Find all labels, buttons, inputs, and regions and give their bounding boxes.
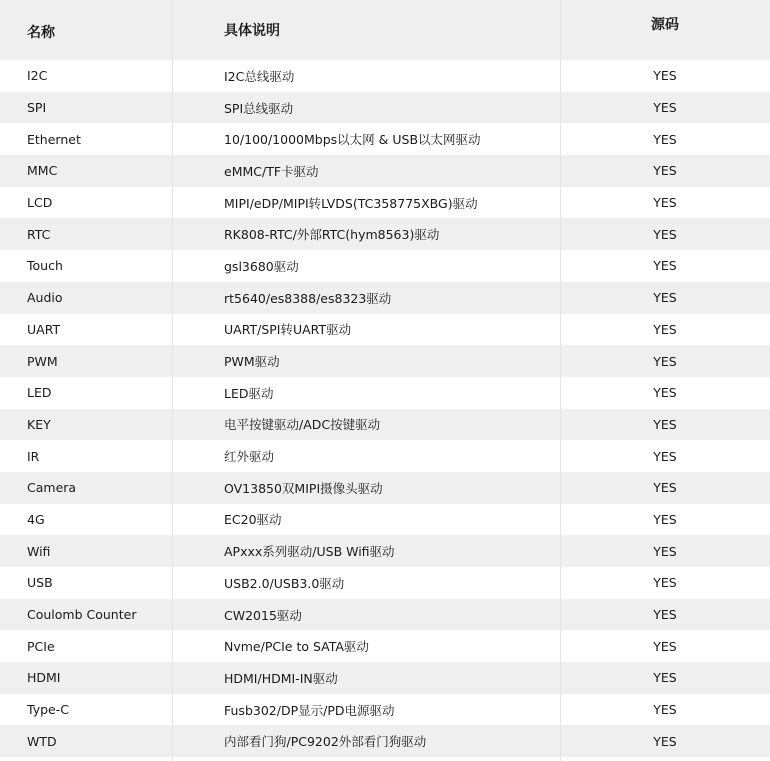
- cell-description: rt5640/es8388/es8323驱动: [224, 290, 392, 306]
- cell-source: YES: [653, 68, 677, 84]
- table-row: [0, 345, 770, 377]
- cell-description: RK808-RTC/外部RTC(hym8563)驱动: [224, 227, 440, 243]
- cell-name: Wifi: [27, 543, 51, 559]
- cell-name: MMC: [27, 163, 58, 179]
- cell-source: YES: [653, 448, 677, 464]
- table-row: [0, 694, 770, 726]
- cell-name: WTD: [27, 733, 57, 749]
- cell-source: YES: [653, 258, 677, 274]
- table-row: [0, 123, 770, 155]
- cell-description: SPI总线驱动: [224, 100, 294, 116]
- cell-source: YES: [653, 226, 677, 242]
- cell-description: I2C总线驱动: [224, 68, 295, 84]
- cell-description: EC20驱动: [224, 512, 282, 528]
- table-row: [0, 662, 770, 694]
- cell-description: UART/SPI转UART驱动: [224, 322, 352, 338]
- cell-name: UART: [27, 321, 61, 337]
- table-row: [0, 92, 770, 124]
- cell-name: KEY: [27, 416, 51, 432]
- cell-source: YES: [653, 670, 677, 686]
- cell-description: 内部看门狗/PC9202外部看门狗驱动: [224, 734, 427, 750]
- cell-description: APxxx系列驱动/USB Wifi驱动: [224, 544, 395, 560]
- table-header: [0, 0, 770, 60]
- table-row: [0, 409, 770, 441]
- cell-description: eMMC/TF卡驱动: [224, 163, 319, 179]
- cell-source: YES: [653, 416, 677, 432]
- cell-name: LED: [27, 385, 52, 401]
- cell-source: YES: [653, 353, 677, 369]
- cell-source: YES: [653, 607, 677, 623]
- cell-source: YES: [653, 131, 677, 147]
- cell-description: Fusb302/DP显示/PD电源驱动: [224, 702, 395, 718]
- table-row: [0, 314, 770, 346]
- column-divider: [560, 0, 561, 761]
- cell-name: I2C: [27, 68, 48, 84]
- cell-description: USB2.0/USB3.0驱动: [224, 575, 345, 591]
- table-row: [0, 567, 770, 599]
- cell-description: CW2015驱动: [224, 607, 302, 623]
- cell-name: PWM: [27, 353, 58, 369]
- cell-name: Camera: [27, 480, 77, 496]
- cell-description: Nvme/PCIe to SATA驱动: [224, 639, 369, 655]
- cell-description: 10/100/1000Mbps以太网 & USB以太网驱动: [224, 132, 481, 148]
- cell-source: YES: [653, 480, 677, 496]
- table-row: [0, 282, 770, 314]
- cell-name: Touch: [27, 258, 63, 274]
- table-row: [0, 535, 770, 567]
- cell-description: 电平按键驱动/ADC按键驱动: [224, 417, 381, 433]
- cell-description: gsl3680驱动: [224, 258, 299, 274]
- cell-name: RTC: [27, 226, 51, 242]
- cell-description: HDMI/HDMI-IN驱动: [224, 670, 338, 686]
- cell-source: YES: [653, 385, 677, 401]
- cell-source: YES: [653, 100, 677, 116]
- table-row: [0, 60, 770, 92]
- table-row: [0, 599, 770, 631]
- cell-name: 4G: [27, 511, 45, 527]
- cell-name: Type-C: [27, 702, 69, 718]
- cell-source: YES: [653, 290, 677, 306]
- table-row: [0, 504, 770, 536]
- table-row: [0, 155, 770, 187]
- cell-source: YES: [653, 321, 677, 337]
- column-divider: [172, 0, 173, 761]
- cell-description: LED驱动: [224, 385, 274, 401]
- cell-source: YES: [653, 511, 677, 527]
- cell-source: YES: [653, 163, 677, 179]
- table-row: [0, 630, 770, 662]
- cell-source: YES: [653, 702, 677, 718]
- cell-name: LCD: [27, 195, 53, 211]
- cell-description: OV13850双MIPI摄像头驱动: [224, 480, 383, 496]
- header-source: 源码: [651, 17, 679, 33]
- cell-name: SPI: [27, 100, 47, 116]
- cell-name: PCIe: [27, 638, 55, 654]
- table-row: [0, 440, 770, 472]
- table-row: [0, 725, 770, 757]
- cell-name: Ethernet: [27, 131, 81, 147]
- cell-name: Audio: [27, 290, 63, 306]
- cell-source: YES: [653, 195, 677, 211]
- cell-description: 红外驱动: [224, 449, 275, 465]
- cell-source: YES: [653, 575, 677, 591]
- table-row: [0, 218, 770, 250]
- header-description: 具体说明: [224, 23, 280, 39]
- table-row: [0, 250, 770, 282]
- cell-source: YES: [653, 638, 677, 654]
- table-row: [0, 472, 770, 504]
- cell-name: USB: [27, 575, 53, 591]
- cell-name: IR: [27, 448, 40, 464]
- cell-source: YES: [653, 733, 677, 749]
- cell-description: MIPI/eDP/MIPI转LVDS(TC358775XBG)驱动: [224, 195, 478, 211]
- cell-name: Coulomb Counter: [27, 607, 137, 623]
- table-row: [0, 187, 770, 219]
- table-row: [0, 377, 770, 409]
- cell-source: YES: [653, 543, 677, 559]
- cell-name: HDMI: [27, 670, 61, 686]
- header-name: 名称: [27, 25, 55, 41]
- cell-description: PWM驱动: [224, 354, 280, 370]
